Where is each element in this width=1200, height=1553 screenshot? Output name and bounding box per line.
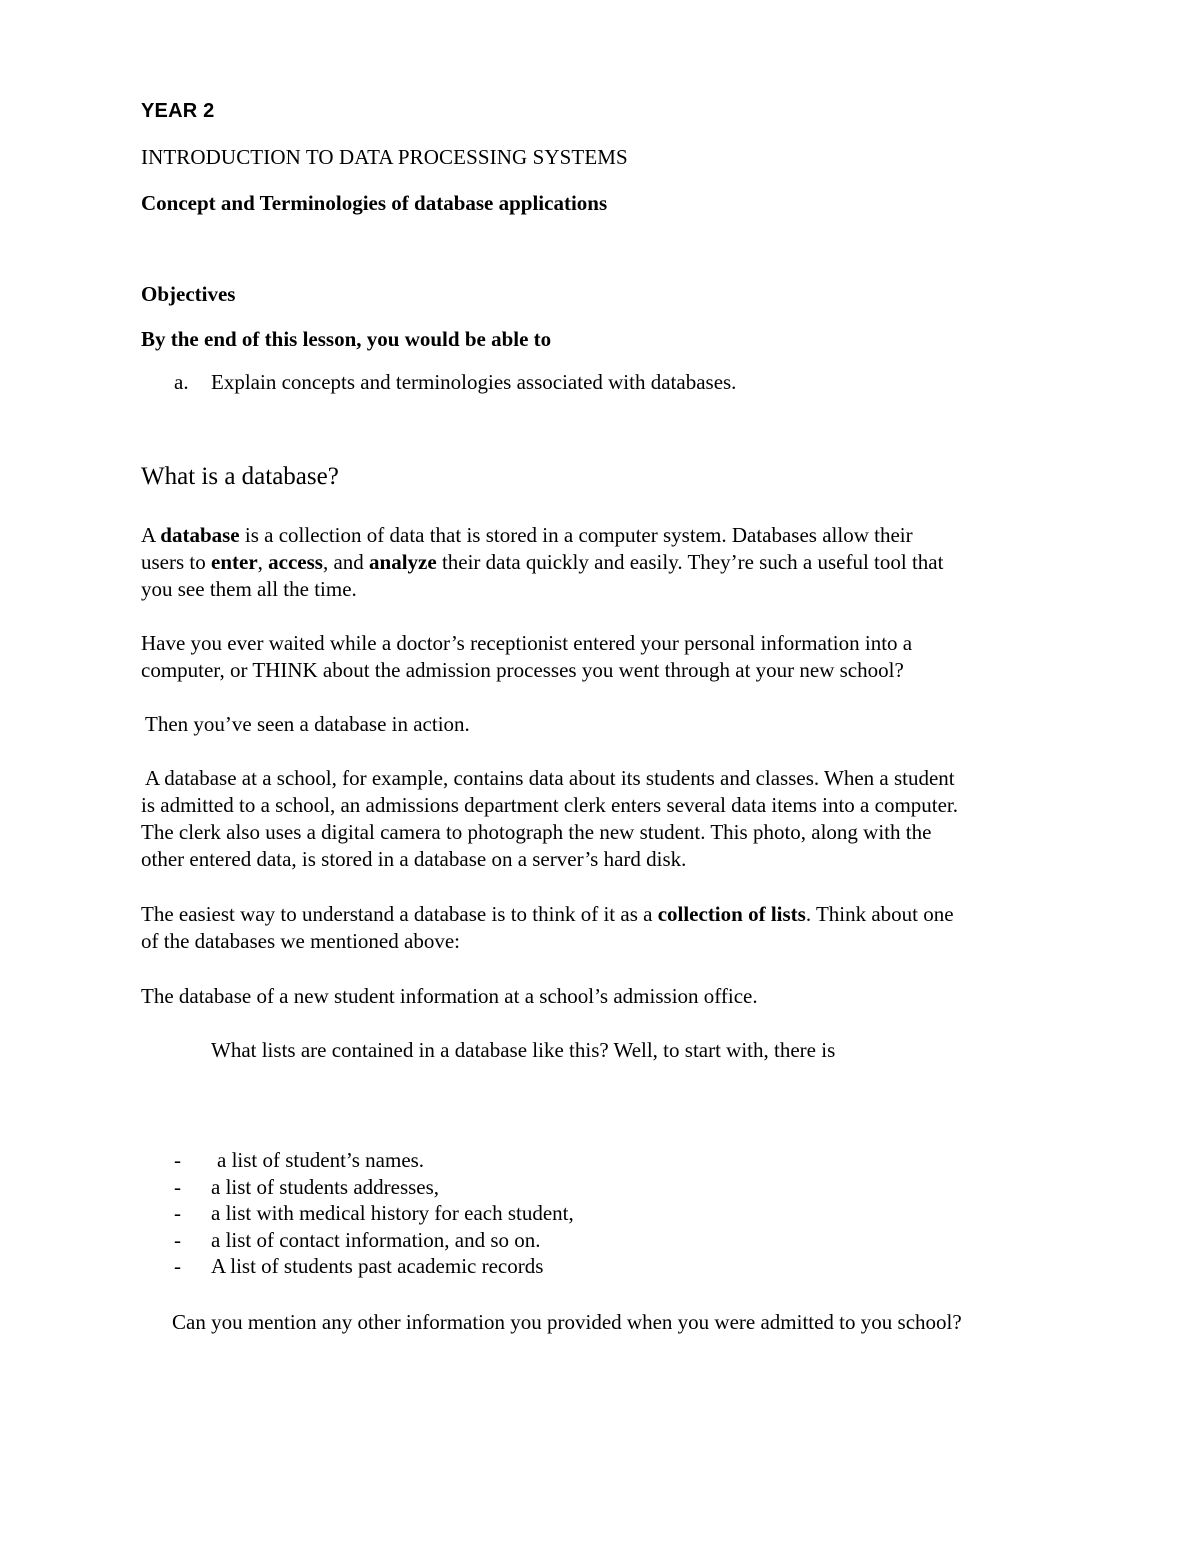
term-database: database — [160, 523, 240, 547]
paragraph-line: What lists are contained in a database like this? Well, to start with, there is — [211, 1038, 836, 1062]
course-title: INTRODUCTION TO DATA PROCESSING SYSTEMS — [141, 145, 628, 169]
paragraph-line: you see them all the time. — [141, 577, 357, 601]
closing-question: Can you mention any other information you provided when you were admitted to you school? — [172, 1310, 962, 1334]
paragraph-line: of the databases we mentioned above: — [141, 929, 460, 953]
term-access: access — [268, 550, 323, 574]
dash-bullet: - — [174, 1201, 181, 1225]
objective-marker: a. — [174, 370, 189, 394]
list-item: - a list of students addresses, — [174, 1174, 440, 1199]
paragraph-line: is admitted to a school, an admissions department clerk enters several data items into a computer. — [141, 793, 959, 817]
paragraph-line: A database is a collection of data that is stored in a computer system. Databases allow their — [141, 523, 913, 547]
student-lists — [174, 1147, 574, 1280]
paragraph-lists-question — [211, 1037, 1141, 1064]
list-item: - a list with medical history for each student, — [174, 1201, 574, 1225]
term-collection-of-lists: collection of lists — [657, 902, 806, 926]
paragraph-in-action — [145, 711, 1075, 738]
paragraph-receptionist — [141, 630, 1071, 684]
lesson-subtitle: Concept and Terminologies of database applications — [141, 191, 608, 215]
term-enter: enter — [211, 550, 258, 574]
paragraph-line: Have you ever waited while a doctor’s receptionist entered your personal information into a — [141, 631, 913, 655]
paragraph-line: The easiest way to understand a database is to think of it as a collection of lists. Think about one — [141, 902, 954, 926]
dash-bullet: - — [174, 1227, 181, 1252]
paragraph-collection-of-lists — [141, 901, 1071, 955]
year-label: YEAR 2 — [141, 100, 215, 122]
objectives-heading: Objectives — [141, 282, 236, 306]
paragraph-line: The database of a new student information at a school’s admission office. — [141, 984, 758, 1008]
paragraph-line: The clerk also uses a digital camera to photograph the new student. This photo, along with the — [141, 820, 932, 844]
term-analyze: analyze — [369, 550, 437, 574]
paragraph-line: other entered data, is stored in a database on a server’s hard disk. — [141, 847, 687, 871]
paragraph-definition — [141, 522, 1071, 603]
paragraph-line: users to enter, access, and analyze their data quickly and easily. They’re such a useful tool that — [141, 550, 944, 574]
section-heading: What is a database? — [141, 463, 339, 490]
objective-item: Explain concepts and terminologies associated with databases. — [211, 370, 737, 394]
list-item: - A list of students past academic records — [174, 1254, 544, 1278]
dash-bullet: - — [174, 1254, 181, 1278]
paragraph-school-example — [141, 765, 1075, 873]
paragraph-line: Then you’ve seen a database in action. — [145, 712, 470, 736]
paragraph-line: computer, or THINK about the admission processes you went through at your new school? — [141, 658, 904, 682]
list-item: - a list of contact information, and so on. — [174, 1227, 541, 1252]
dash-bullet: - — [174, 1148, 181, 1172]
paragraph-admission-office — [141, 983, 1071, 1010]
paragraph-line: A database at a school, for example, contains data about its students and classes. When a student — [145, 766, 955, 790]
objectives-intro: By the end of this lesson, you would be able to — [141, 327, 552, 351]
dash-bullet: - — [174, 1174, 181, 1199]
list-item: - a list of student’s names. — [174, 1148, 425, 1172]
